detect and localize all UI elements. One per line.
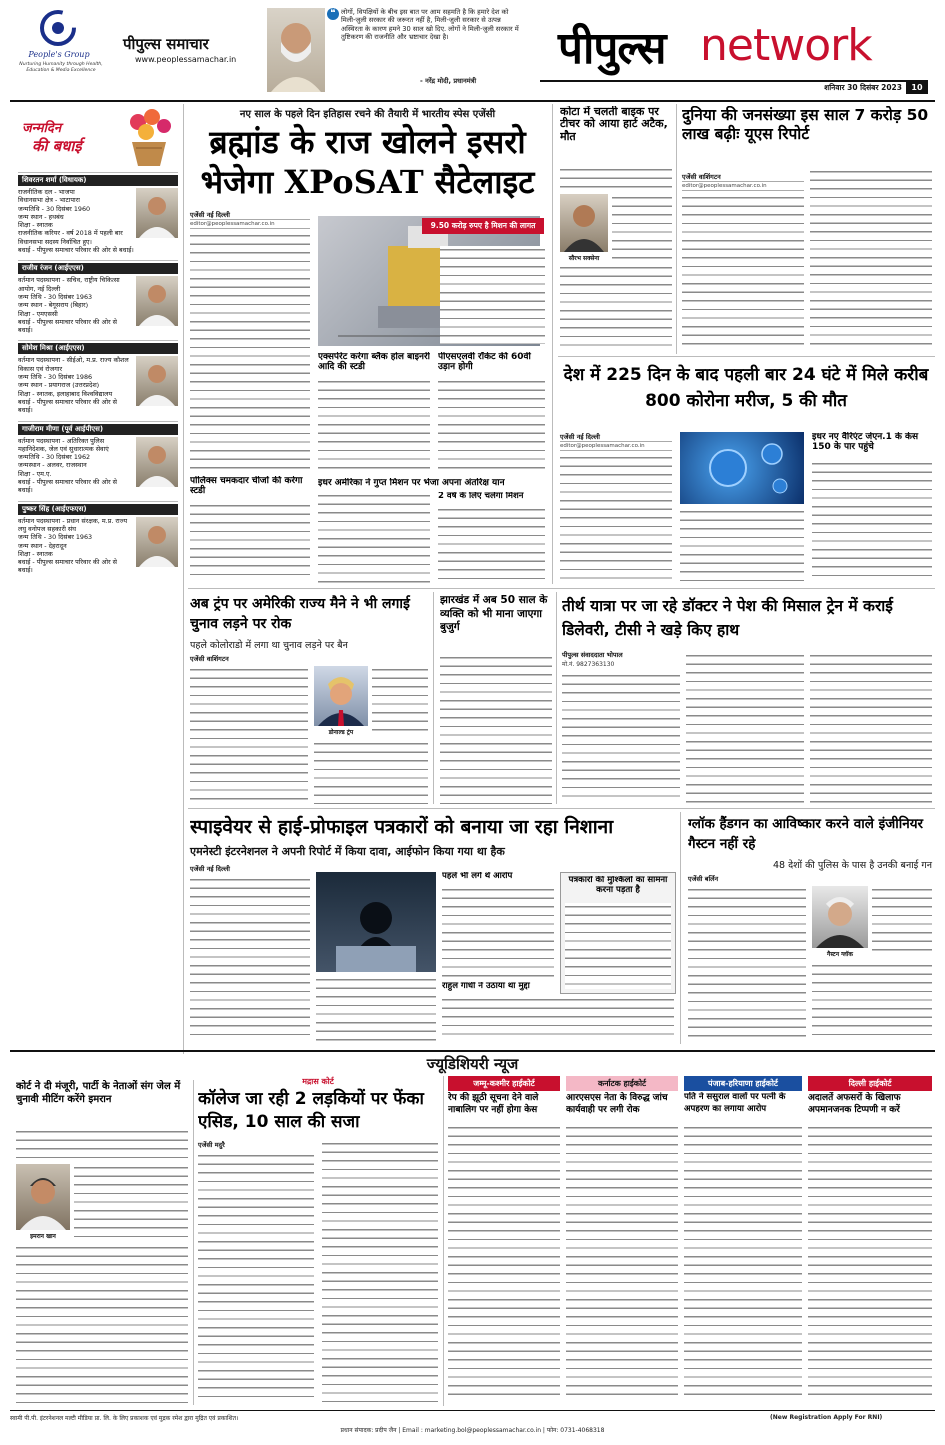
madras-body2 bbox=[322, 1140, 438, 1402]
glock-body1 bbox=[688, 886, 806, 1042]
jk-body bbox=[448, 1124, 560, 1402]
usa-mission-body1 bbox=[318, 492, 430, 584]
trump-story bbox=[190, 592, 428, 804]
judiciary-banner bbox=[10, 1050, 935, 1074]
col-divider-3 bbox=[433, 592, 434, 804]
kota-headline: कोटा में चलती बाइक पर टीचर को आया हार्ट अटैक, मौत bbox=[560, 106, 668, 143]
imran-photo bbox=[16, 1164, 70, 1230]
isro-cost-badge: 9.50 करोड़ रुपए है मिशन की लागत bbox=[422, 218, 544, 234]
madras-body1 bbox=[198, 1152, 314, 1402]
punjab-body bbox=[684, 1124, 802, 1402]
isro-body-col3 bbox=[318, 378, 430, 470]
isro-sub-polix: पोलिक्स चमकदार चीजों की करेगा स्टडी bbox=[190, 476, 303, 497]
jk-label: जम्मू-कश्मीर हाईकोर्ट bbox=[448, 1076, 560, 1091]
corona-top-rule bbox=[558, 356, 935, 357]
karnataka-label: कर्नाटक हाईकोर्ट bbox=[566, 1076, 678, 1091]
isro-body-col5 bbox=[190, 502, 310, 582]
jud-divider-2 bbox=[443, 1076, 444, 1406]
pilgrimage-phone: मो.नं. 9827363130 bbox=[562, 661, 615, 668]
imran-headline: कोर्ट ने दी मंजूरी, पार्टी के नेताओं संग जेल में चुनावी मीटिंग करेंगे इमरान bbox=[16, 1081, 181, 1105]
trump-body2 bbox=[372, 666, 428, 738]
birthday-person-name: शिवरतन शर्मा (विधायक) bbox=[18, 175, 178, 186]
glock-headline: ग्लॉक हैंडगन का आविष्कार करने वाले इंजीनियर गैस्टन नहीं रहे bbox=[688, 816, 924, 852]
birthday-person-detail: बधाई - पीपुल्स समाचार परिवार की ओर से बधाई। bbox=[18, 317, 117, 335]
karnataka-story bbox=[566, 1076, 678, 1406]
jharkhand-story bbox=[440, 592, 552, 804]
birthday-person-detail: वर्तमान पदस्थापना - अतिरिक्त पुलिस महानिदेशक, जेल एवं सुधारात्मक सेवाएं bbox=[18, 436, 109, 453]
birthday-title-top: जन्मदिन bbox=[22, 121, 62, 136]
birthday-person-detail: जन्म स्थान - हथबंध bbox=[18, 212, 64, 221]
birthday-person-detail: जन्म तिथि - 30 दिसंबर 1986 bbox=[18, 373, 93, 382]
isro-email: editor@peoplessamachar.co.in bbox=[190, 219, 310, 229]
glock-story bbox=[688, 812, 932, 1044]
birthday-person-detail: जन्म स्थान - बेगूसराय (बिहार) bbox=[18, 301, 89, 310]
journalist-box-body bbox=[565, 903, 671, 989]
isro-byline: एजेंसी नई दिल्ली bbox=[190, 211, 230, 219]
pilgrimage-body1 bbox=[562, 672, 680, 804]
quote-mark-icon: ❝ bbox=[327, 8, 339, 20]
footer-line1: स्वामी पी.पी. इंटरनेशनल मल्टी मीडिया प्रा. लि. के लिए प्रकाशक एवं मुद्रक रमेश द्वारा मुद्रित एवं प्रकाशित। bbox=[10, 1415, 239, 1422]
birthday-person-name: सोमेश मिश्रा (आईएएस) bbox=[18, 343, 178, 354]
glock-body2 bbox=[872, 886, 932, 958]
trump-byline: एजेंसी वाशिंगटन bbox=[190, 655, 229, 663]
isro-sub-pslv: पीएसएलवी रॉकेट की 60वीं उड़ान होगी bbox=[438, 352, 531, 373]
isro-body-col2 bbox=[440, 246, 545, 344]
spyware-byline: एजेंसी नई दिल्ली bbox=[190, 865, 230, 873]
masthead bbox=[0, 0, 945, 100]
spyware-sub-rahul: राहुल गांधी ने उठाया था मुद्दा bbox=[442, 982, 530, 991]
kota-story bbox=[560, 104, 672, 354]
pm-quote: लोगों, विपक्षियों के बीच इस बात पर आम सहमति है कि हमारे देश को मिली-जुली सरकार की जरूरत नहीं है, मिली-जुली सरकार से उत्पन्न अस्थिरता के कारण हमने 30 साल खो दिए. लोगों ने मिली-जुली सरकार में तुष्टिकरण की राजनीति और भ्रष्टाचार देखा है। bbox=[341, 8, 519, 42]
birthday-person-detail: शिक्षा - एम.ए. bbox=[18, 469, 52, 478]
spyware-body2 bbox=[316, 976, 436, 1042]
jharkhand-body bbox=[440, 654, 552, 804]
birthday-list bbox=[18, 172, 178, 581]
jk-story bbox=[448, 1076, 560, 1406]
peoples-group-logo bbox=[38, 8, 78, 48]
col-divider-2 bbox=[676, 104, 677, 354]
corona-email: editor@peoplessamachar.co.in bbox=[560, 441, 672, 451]
delhi-story bbox=[808, 1076, 932, 1406]
corona-byline: एजेंसी नई दिल्ली bbox=[560, 433, 600, 441]
trump-photo bbox=[314, 666, 368, 726]
corona-body3 bbox=[812, 460, 932, 582]
isro-body-col1 bbox=[190, 232, 310, 470]
trump-body1 bbox=[190, 666, 308, 804]
punjab-headline: पति ने ससुराल वालों पर पत्नी के अपहरण का लगाया आरोप bbox=[684, 1092, 786, 1114]
imran-body2 bbox=[74, 1164, 188, 1240]
kota-body2 bbox=[612, 194, 672, 260]
trump-photo-caption: डोनाल्ड ट्रंप bbox=[328, 729, 354, 736]
corona-virus-photo bbox=[680, 432, 804, 504]
group-name: People's Group bbox=[28, 50, 90, 59]
jk-headline: रेप की झूठी सूचना देने वाले नाबालिग पर नहीं होगा केस bbox=[448, 1093, 539, 1115]
masthead-divider bbox=[10, 100, 935, 102]
corona-story bbox=[560, 360, 932, 584]
madras-story bbox=[198, 1076, 438, 1406]
birthday-person-detail: जन्म स्थान - देहरादून bbox=[18, 541, 67, 550]
kota-body3 bbox=[560, 264, 672, 350]
isro-kicker: नए साल के पहले दिन इतिहास रचने की तैयारी में भारतीय स्पेस एजेंसी bbox=[239, 109, 496, 120]
spyware-sub-earlier: पहले भी लगे थे आरोप bbox=[442, 872, 513, 881]
mid-rule-1 bbox=[188, 588, 935, 589]
birthday-person-detail: राजनीतिक दल - भाजपा bbox=[18, 188, 75, 196]
sidebar-divider bbox=[183, 104, 184, 1054]
birthday-person-photo bbox=[136, 276, 178, 326]
population-byline: एजेंसी वाशिंगटन bbox=[682, 173, 721, 181]
punjab-label: पंजाब-हरियाणा हाईकोर्ट bbox=[684, 1076, 802, 1091]
col-divider-1 bbox=[552, 104, 553, 584]
journalist-box bbox=[560, 872, 676, 994]
madras-label: मद्रास कोर्ट bbox=[302, 1077, 334, 1086]
birthday-person-photo bbox=[136, 517, 178, 567]
birthday-person-photo bbox=[136, 188, 178, 238]
brand-hindi: पीपुल्स bbox=[558, 23, 666, 74]
birthday-person-detail: जन्मतिथि - 30 दिसंबर 1962 bbox=[18, 453, 91, 462]
col-divider-4 bbox=[556, 592, 557, 804]
imran-story bbox=[16, 1080, 188, 1405]
jud-divider-1 bbox=[193, 1080, 194, 1405]
col-divider-5 bbox=[680, 812, 681, 1044]
spyware-headline: स्पाइवेयर से हाई-प्रोफाइल पत्रकारों को बनाया जा रहा निशाना bbox=[190, 816, 614, 838]
imran-photo-caption: इमरान खान bbox=[30, 1233, 56, 1240]
mid-rule-2 bbox=[188, 808, 935, 809]
pilgrimage-story bbox=[562, 592, 932, 804]
birthday-column bbox=[18, 104, 178, 1054]
birthday-person-detail: शिक्षा - एमएससी bbox=[18, 309, 58, 318]
birthday-person-detail: विधानसभा क्षेत्र - भाटापारा bbox=[18, 196, 80, 205]
isro-sub-xspect: एक्सपेरेट करेगा ब्लैक होल बाइनरी आदि की स्टडी bbox=[318, 352, 430, 373]
spyware-story bbox=[190, 812, 674, 1044]
kota-victim-photo bbox=[560, 194, 608, 252]
birthday-title-bottom: की बधाई bbox=[32, 137, 82, 155]
birthday-person-detail: जन्म तिथि - 30 दिसंबर 1963 bbox=[18, 292, 93, 301]
spyware-body1 bbox=[190, 876, 310, 1042]
corona-body2 bbox=[680, 508, 804, 582]
birthday-person bbox=[18, 421, 178, 495]
flower-bouquet-icon bbox=[122, 108, 176, 168]
delhi-label: दिल्ली हाईकोर्ट bbox=[808, 1076, 932, 1091]
judiciary-banner-title: ज्यूडिशियरी न्यूज bbox=[426, 1055, 519, 1073]
page-number: 10 bbox=[906, 82, 928, 94]
birthday-person-detail: शिक्षा - स्नातक bbox=[18, 221, 53, 230]
trump-headline: अब ट्रंप पर अमेरिकी राज्य मैने ने भी लगाई चुनाव लड़ने पर रोक bbox=[190, 596, 410, 632]
madras-headline: कॉलेज जा रही 2 लड़कियों पर फेंका एसिड, 10 साल की सजा bbox=[198, 1089, 424, 1132]
birthday-person-detail: बधाई - पीपुल्स समाचार परिवार की ओर से बधाई। bbox=[18, 558, 117, 575]
kota-photo-caption: सौरभ सक्सेना bbox=[568, 255, 600, 262]
imran-body3 bbox=[16, 1244, 188, 1404]
delhi-headline: अदालतें अफसरों के खिलाफ अपमानजनक टिप्पणी न करें bbox=[808, 1093, 901, 1115]
birthday-person-photo bbox=[136, 356, 178, 406]
birthday-person-name: गाजीराम मीणा (पूर्व आईपीएस) bbox=[18, 424, 178, 435]
glock-byline: एजेंसी बर्लिन bbox=[688, 875, 719, 883]
birthday-person-name: राजीव रंजन (आईएएस) bbox=[18, 263, 178, 274]
trump-body3 bbox=[314, 740, 428, 804]
date-strip bbox=[540, 80, 928, 96]
birthday-person-detail: जन्मतिथि - 30 दिसंबर 1960 bbox=[18, 204, 91, 213]
birthday-person bbox=[18, 501, 178, 575]
population-headline: दुनिया की जनसंख्या इस साल 7 करोड़ 50 लाख बढ़ीः यूएस रिपोर्ट bbox=[682, 106, 929, 143]
issue-date: शनिवार 30 दिसंबर 2023 bbox=[824, 83, 902, 92]
footer bbox=[10, 1410, 935, 1441]
pm-quote-author: - नरेंद्र मोदी, प्रधानमंत्री bbox=[420, 77, 477, 85]
birthday-person-detail: वर्तमान पदस्थापना - प्रधान संरक्षक, म.प्र. राज्य लघु वनोपज सहकारी संघ bbox=[18, 516, 128, 533]
spyware-sub: एमनेस्टी इंटरनेशनल ने अपनी रिपोर्ट में किया दावा, आईफोन किया गया था हैक bbox=[190, 845, 505, 858]
hacker-photo bbox=[316, 872, 436, 972]
usa-mission-sub: 2 वर्ष के लिए चलेगा मिशन bbox=[438, 492, 524, 501]
birthday-person-detail: जन्मस्थान - अलवर, राजस्थान bbox=[18, 461, 87, 470]
group-tagline: Nurturing Humanity through Health, Education & Media Excellence bbox=[19, 62, 103, 73]
website-link[interactable]: www.peoplessamachar.in bbox=[135, 55, 237, 64]
birthday-person-detail: जन्म स्थान - प्रयागराज (उत्तरप्रदेश) bbox=[18, 381, 100, 390]
kota-body1 bbox=[560, 166, 672, 192]
isro-body-col4 bbox=[438, 378, 545, 470]
birthday-person-detail: शिक्षा - स्नातक bbox=[18, 549, 53, 558]
birthday-person-detail: वर्तमान पदस्थापना - सचिव, राष्ट्रीय चिकित्सा आयोग, नई दिल्ली bbox=[18, 276, 120, 293]
isro-story bbox=[190, 104, 545, 584]
jharkhand-headline: झारखंड में अब 50 साल के व्यक्ति को भी माना जाएगा बुजुर्ग bbox=[440, 594, 548, 633]
birthday-person-detail: वर्तमान पदस्थापना - सीईओ, म.प्र. राज्य कौशल विकास एवं रोजगार bbox=[18, 356, 129, 373]
pilgrimage-headline: तीर्थ यात्रा पर जा रहे डॉक्टर ने पेश की मिसाल ट्रेन में कराई डिलेवरी, टीसी ने खड़े किए हाथ bbox=[562, 597, 893, 639]
pilgrimage-body2 bbox=[686, 652, 804, 804]
pilgrimage-body3 bbox=[810, 652, 932, 804]
birthday-person-photo bbox=[136, 437, 178, 487]
glock-body3 bbox=[812, 962, 932, 1042]
birthday-banner bbox=[18, 108, 178, 168]
madras-byline: एजेंसी मदुरै bbox=[198, 1141, 225, 1149]
birthday-person-detail: शिक्षा - स्नातक, इलाहाबाद विश्वविद्यालय bbox=[18, 389, 113, 398]
pilgrimage-byline: पीपुल्स संवाददाता भोपाल bbox=[562, 651, 623, 659]
birthday-person-detail: बधाई - पीपुल्स समाचार परिवार की ओर से बधाई। bbox=[18, 246, 134, 255]
usa-mission-headline: इधर अमेरिका ने गुप्त मिशन पर भेजा अपना अंतरिक्ष यान bbox=[318, 478, 505, 488]
trump-sub: पहले कोलोराडो में लगा था चुनाव लड़ने पर बैन bbox=[190, 640, 348, 651]
birthday-person bbox=[18, 260, 178, 334]
corona-sub: इधर नए वैरिएंट जेएन.1 के केस 150 के पार पहुंचे bbox=[812, 432, 919, 453]
birthday-person-detail: जन्म तिथि - 30 दिसंबर 1963 bbox=[18, 533, 93, 542]
population-email: editor@peoplessamachar.co.in bbox=[682, 181, 804, 191]
modi-photo bbox=[267, 8, 325, 92]
corona-headline: देश में 225 दिन के बाद पहली बार 24 घंटे में मिले करीब 800 कोरोना मरीज, 5 की मौत bbox=[563, 365, 929, 411]
logo-ring-icon bbox=[38, 8, 78, 48]
birthday-person-detail: बधाई - पीपुल्स समाचार परिवार की ओर से बधाई। bbox=[18, 478, 117, 495]
journalist-box-title: पत्रकारों की मुश्किलों का सामना करना पड़ता है bbox=[568, 876, 668, 895]
glock-photo bbox=[812, 886, 868, 948]
glock-photo-caption: गैस्टन ग्लॉक bbox=[826, 951, 854, 958]
spyware-body4 bbox=[442, 996, 674, 1042]
punjab-story bbox=[684, 1076, 802, 1406]
population-body1 bbox=[682, 194, 804, 350]
population-body2 bbox=[810, 168, 932, 350]
birthday-person-detail: राजनीतिक करियर - वर्ष 2018 में पहली बार विधानसभा सदस्य निर्वाचित हुए। bbox=[18, 229, 123, 246]
paper-name: पीपुल्स समाचार bbox=[123, 35, 209, 53]
birthday-person bbox=[18, 340, 178, 414]
birthday-person-detail: बधाई - पीपुल्स समाचार परिवार की ओर से बधाई। bbox=[18, 397, 117, 415]
birthday-person bbox=[18, 172, 178, 254]
imran-body1 bbox=[16, 1128, 188, 1162]
usa-mission-body2 bbox=[438, 506, 545, 584]
karnataka-headline: आरएसएस नेता के विरुद्ध जांच कार्यवाही पर लगी रोक bbox=[566, 1093, 668, 1115]
isro-headline: ब्रह्मांड के राज खोलने इसरो भेजेगा XPoSAT सैटेलाइट bbox=[200, 123, 535, 201]
footer-line2: प्रधान संपादक: प्रदीप जैन | Email : marketing.bol@peoplessamachar.co.in | फोन: 0731-4068318 bbox=[340, 1427, 605, 1434]
birthday-person-name: पुष्कर सिंह (आईएफएस) bbox=[18, 504, 178, 515]
population-story bbox=[682, 104, 932, 354]
brand-en: network bbox=[700, 20, 872, 71]
glock-sub: 48 देशों की पुलिस के पास है उनकी बनाई गन bbox=[772, 860, 932, 871]
corona-body1 bbox=[560, 454, 672, 582]
spyware-body3 bbox=[442, 886, 554, 978]
delhi-body bbox=[808, 1124, 932, 1402]
karnataka-body bbox=[566, 1124, 678, 1402]
footer-registration: (New Registration Apply For RNI) bbox=[770, 1414, 883, 1421]
